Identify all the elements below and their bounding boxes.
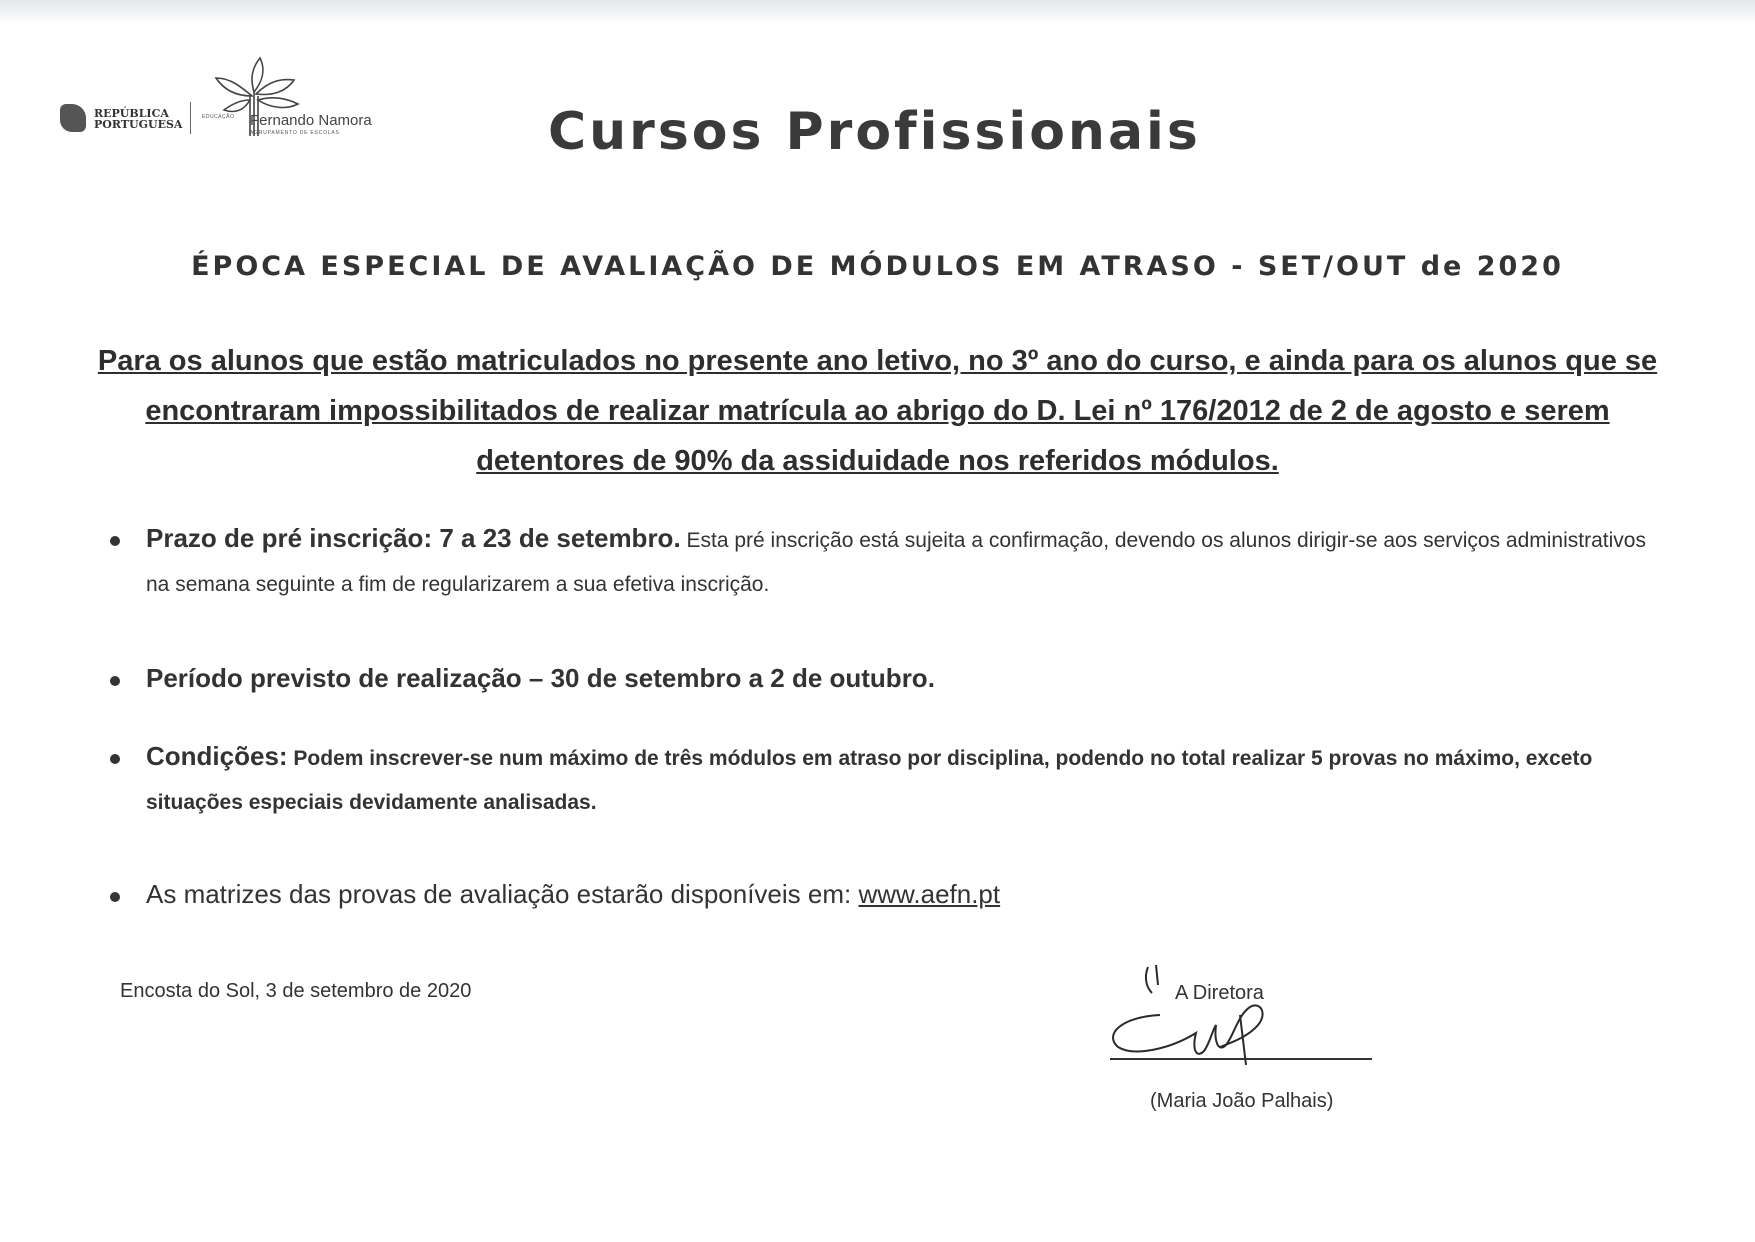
bullet-dot-icon xyxy=(110,892,120,902)
republica-emblem-icon xyxy=(60,104,86,132)
logo-divider xyxy=(190,102,191,134)
prazo-text-block xyxy=(146,516,1658,607)
matrizes-text: As matrizes das provas de avaliação estarão disponíveis em: xyxy=(146,879,852,909)
school-subtitle: AGRUPAMENTO DE ESCOLAS xyxy=(250,130,340,136)
bullet-dot-icon xyxy=(110,754,120,764)
education-label: EDUCAÇÃO xyxy=(202,114,235,120)
condicoes-text-block xyxy=(146,734,1658,825)
school-logo-block xyxy=(60,56,420,140)
condicoes-text: Podem inscrever-se num máximo de três módulos em atraso por disciplina, podendo no total realizar 5 provas no máximo, exceto situações especiais devidamente analisadas. xyxy=(146,747,1593,814)
condicoes-label: Condições: xyxy=(146,741,288,771)
bullet-dot-icon xyxy=(110,676,120,686)
school-name: Fernando Namora xyxy=(250,112,372,129)
signature-role: A Diretora xyxy=(1175,982,1264,1004)
signatory-name: (Maria João Palhais) xyxy=(1150,1090,1334,1112)
matrizes-text-block xyxy=(146,872,1000,916)
prazo-text: Esta pré inscrição está sujeita a confirmação, devendo os alunos dirigir-se aos serviços administrativos na semana seguinte a fim de regularizarem a sua efetiva inscrição. xyxy=(146,529,1646,596)
list-item-matrizes xyxy=(108,872,1000,916)
signature-line xyxy=(1110,1058,1372,1060)
republica-text xyxy=(94,108,182,130)
list-item-prazo xyxy=(108,516,1658,607)
place-date: Encosta do Sol, 3 de setembro de 2020 xyxy=(120,980,472,1002)
signature-drawing xyxy=(1100,955,1380,1085)
list-item-periodo xyxy=(108,656,935,700)
republica-line2: PORTUGUESA xyxy=(94,118,183,131)
prazo-label: Prazo de pré inscrição: 7 a 23 de setembro. xyxy=(146,523,681,553)
intro-paragraph: Para os alunos que estão matriculados no presente ano letivo, no 3º ano do curso, e ainda para os alunos que se encontraram impossibilitados de realizar matrícula ao abrigo do D. Lei nº 176/2012 de 2 de agosto e serem detentores de 90% da assiduidade nos referidos módulos. xyxy=(97,345,1658,477)
page-title: Cursos Profissionais xyxy=(548,102,1201,162)
periodo-text: Período previsto de realização – 30 de setembro a 2 de outubro. xyxy=(146,663,935,693)
republica-line1: REPÚBLICA xyxy=(94,107,169,120)
list-item-condicoes xyxy=(108,734,1658,825)
bullet-dot-icon xyxy=(110,536,120,546)
aefn-link[interactable]: www.aefn.pt xyxy=(858,879,1001,909)
scan-edge xyxy=(0,0,1755,24)
document-subtitle: ÉPOCA ESPECIAL DE AVALIAÇÃO DE MÓDULOS EM ATRASO - SET/OUT de 2020 xyxy=(191,251,1564,282)
